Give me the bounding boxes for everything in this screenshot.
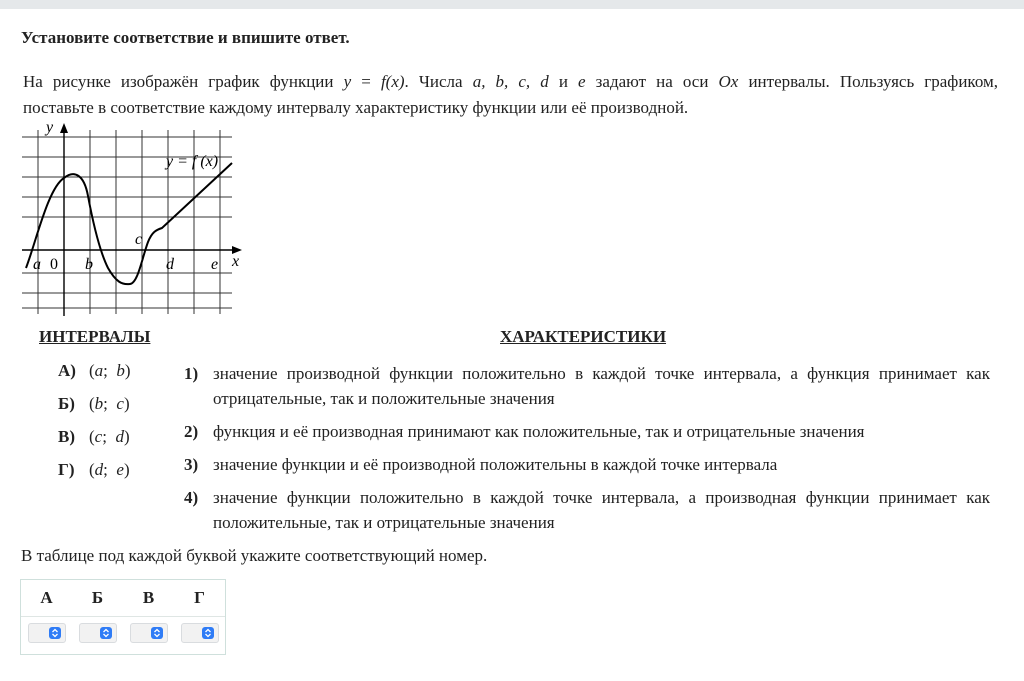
select-arrows-icon <box>100 627 112 639</box>
interval-item: Б) (b; c) <box>58 394 130 413</box>
task-text-line2: поставьте в соответствие каждому интервалу характеристику функции или её производной. <box>23 98 689 117</box>
characteristic-item: 4) значение функции положительно в каждой точке интервала, а производная функции принимает как положительные, так и отрицательные значения <box>184 488 990 532</box>
point-b: b <box>85 256 93 273</box>
answer-header-a: А <box>40 588 53 607</box>
characteristic-item: 1) значение производной функции положительно в каждой точке интервала, а функция принимает как отрицательные, так и положительные значения <box>184 364 990 408</box>
point-c: c <box>135 231 143 248</box>
characteristics-list <box>184 361 990 535</box>
answer-select-b[interactable] <box>79 623 117 643</box>
function-graph <box>22 118 252 318</box>
point-zero: 0 <box>50 256 58 273</box>
intervals-title: ИНТЕРВАЛЫ <box>39 327 151 346</box>
graph-axes <box>22 123 242 316</box>
task-text-line1: На рисунке изображён график функции y = f(x). Числа a, b, c, d и e задают на оси Ox интервалы. Пользуясь графиком, <box>23 72 999 91</box>
point-a: a <box>33 256 41 273</box>
answer-header-v: В <box>142 588 155 607</box>
select-arrows-icon <box>151 627 163 639</box>
answer-select-a[interactable] <box>28 623 66 643</box>
interval-item: В) (c; d) <box>58 427 130 446</box>
answer-header-g: Г <box>194 588 205 607</box>
top-bar <box>0 0 1024 9</box>
answer-select-v[interactable] <box>130 623 168 643</box>
answer-table-divider <box>21 616 225 617</box>
select-arrows-icon <box>49 627 61 639</box>
intervals-list <box>58 361 131 493</box>
x-axis-label: x <box>232 253 240 270</box>
point-d: d <box>166 256 174 273</box>
characteristics-title: ХАРАКТЕРИСТИКИ <box>500 327 667 346</box>
answer-header-b: Б <box>91 588 104 607</box>
select-arrows-icon <box>202 627 214 639</box>
task-text <box>23 69 998 121</box>
characteristic-item: 3) значение функции и её производной положительны в каждой точке интервала <box>184 455 778 474</box>
answer-select-g[interactable] <box>181 623 219 643</box>
interval-item: А) (a; b) <box>58 361 131 380</box>
task-heading: Установите соответствие и впишите ответ. <box>21 28 350 47</box>
function-label: y = f (x) <box>166 153 219 170</box>
y-axis-label: y <box>46 119 54 136</box>
answer-table <box>20 579 226 655</box>
characteristic-item: 2) функция и её производная принимают как положительные, так и отрицательные значения <box>184 422 865 441</box>
point-e: e <box>211 256 219 273</box>
interval-item: Г) (d; e) <box>58 460 130 479</box>
answer-instructions: В таблице под каждой буквой укажите соответствующий номер. <box>21 546 488 565</box>
